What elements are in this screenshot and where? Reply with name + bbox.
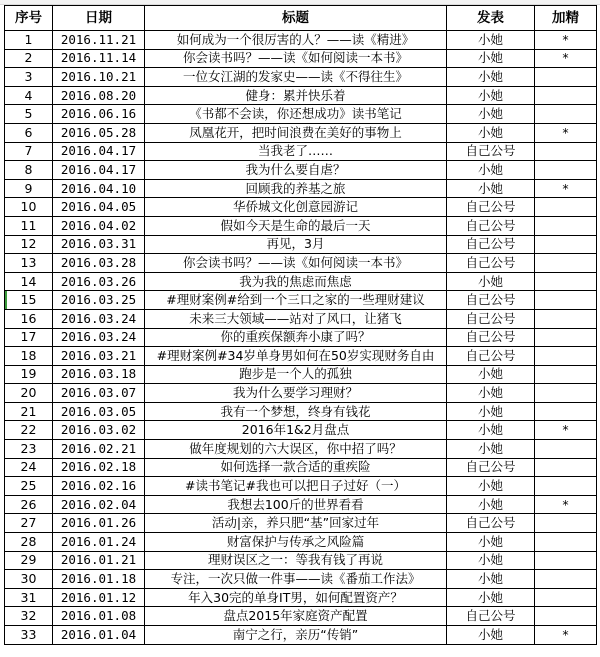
- row-title-cell[interactable]: 南宁之行，亲历“传销”: [145, 626, 447, 645]
- row-num-cell[interactable]: 23: [5, 440, 53, 459]
- row-num-cell[interactable]: 20: [5, 384, 53, 403]
- table-row[interactable]: [5, 477, 597, 496]
- row-source-cell[interactable]: 自己公号: [447, 291, 535, 310]
- row-source-cell[interactable]: 小她: [447, 365, 535, 384]
- row-num-cell[interactable]: 29: [5, 551, 53, 570]
- row-source-cell[interactable]: 自己公号: [447, 309, 535, 328]
- row-title-cell[interactable]: 你会读书吗？——读《如何阅读一本书》: [145, 254, 447, 273]
- table-row[interactable]: [5, 440, 597, 459]
- row-date-cell[interactable]: 2016.01.21: [53, 551, 145, 570]
- row-date-cell[interactable]: 2016.03.21: [53, 347, 145, 366]
- row-source-cell[interactable]: 自己公号: [447, 235, 535, 254]
- table-row[interactable]: [5, 254, 597, 273]
- row-title-cell[interactable]: 你的重疾保额奔小康了吗？: [145, 328, 447, 347]
- row-date-cell[interactable]: 2016.04.02: [53, 216, 145, 235]
- row-num-cell[interactable]: 26: [5, 495, 53, 514]
- table-row[interactable]: [5, 421, 597, 440]
- table-row[interactable]: [5, 291, 597, 310]
- row-title-cell[interactable]: 财富保护与传承之风险篇: [145, 533, 447, 552]
- row-date-cell[interactable]: 2016.01.12: [53, 588, 145, 607]
- row-mark-cell[interactable]: [535, 272, 597, 291]
- row-num-cell[interactable]: 11: [5, 216, 53, 235]
- row-title-cell[interactable]: 我有一个梦想，终身有钱花: [145, 402, 447, 421]
- table-row[interactable]: [5, 198, 597, 217]
- row-num-cell[interactable]: 1: [5, 31, 53, 50]
- row-title-cell[interactable]: 当我老了……: [145, 142, 447, 161]
- row-source-cell[interactable]: 小她: [447, 626, 535, 645]
- row-source-cell[interactable]: 自己公号: [447, 198, 535, 217]
- row-title-cell[interactable]: 假如今天是生命的最后一天: [145, 216, 447, 235]
- table-row[interactable]: [5, 235, 597, 254]
- row-source-cell[interactable]: 小她: [447, 551, 535, 570]
- row-source-cell[interactable]: 小她: [447, 440, 535, 459]
- row-mark-cell[interactable]: [535, 347, 597, 366]
- row-mark-cell[interactable]: *: [535, 495, 597, 514]
- row-source-cell[interactable]: 小她: [447, 495, 535, 514]
- row-date-cell[interactable]: 2016.03.02: [53, 421, 145, 440]
- row-source-cell[interactable]: 自己公号: [447, 347, 535, 366]
- row-date-cell[interactable]: 2016.03.24: [53, 309, 145, 328]
- row-date-cell[interactable]: 2016.03.26: [53, 272, 145, 291]
- header-num[interactable]: 序号: [5, 6, 53, 31]
- row-num-cell[interactable]: 24: [5, 458, 53, 477]
- row-title-cell[interactable]: #理财案例#给到一个三口之家的一些理财建议: [145, 291, 447, 310]
- row-source-cell[interactable]: 小她: [447, 533, 535, 552]
- row-date-cell[interactable]: 2016.04.10: [53, 179, 145, 198]
- row-source-cell[interactable]: 自己公号: [447, 254, 535, 273]
- row-mark-cell[interactable]: [535, 328, 597, 347]
- row-title-cell[interactable]: 回顾我的养基之旅: [145, 179, 447, 198]
- row-mark-cell[interactable]: [535, 477, 597, 496]
- row-source-cell[interactable]: 自己公号: [447, 607, 535, 626]
- row-source-cell[interactable]: 小她: [447, 384, 535, 403]
- selection-marker: [5, 291, 7, 309]
- row-num-cell[interactable]: 21: [5, 402, 53, 421]
- row-mark-cell[interactable]: [535, 570, 597, 589]
- row-num-cell[interactable]: 28: [5, 533, 53, 552]
- row-title-cell[interactable]: 你会读书吗？——读《如何阅读一本书》: [145, 49, 447, 68]
- row-num-cell[interactable]: 4: [5, 86, 53, 105]
- table-row[interactable]: [5, 272, 597, 291]
- row-date-cell[interactable]: 2016.03.05: [53, 402, 145, 421]
- row-num-cell[interactable]: 22: [5, 421, 53, 440]
- row-num-cell[interactable]: 30: [5, 570, 53, 589]
- table-row[interactable]: [5, 49, 597, 68]
- row-date-cell[interactable]: 2016.01.24: [53, 533, 145, 552]
- row-date-cell[interactable]: 2016.02.18: [53, 458, 145, 477]
- row-date-cell[interactable]: 2016.08.20: [53, 86, 145, 105]
- table-row[interactable]: [5, 551, 597, 570]
- header-date[interactable]: 日期: [53, 6, 145, 31]
- row-num-cell[interactable]: 31: [5, 588, 53, 607]
- row-num-cell[interactable]: 2: [5, 49, 53, 68]
- row-title-cell[interactable]: 凤凰花开，把时间浪费在美好的事物上: [145, 123, 447, 142]
- table-row[interactable]: [5, 142, 597, 161]
- row-num-cell[interactable]: 13: [5, 254, 53, 273]
- row-mark-cell[interactable]: [535, 309, 597, 328]
- row-date-cell[interactable]: 2016.04.05: [53, 198, 145, 217]
- row-mark-cell[interactable]: [535, 216, 597, 235]
- row-mark-cell[interactable]: *: [535, 123, 597, 142]
- row-title-cell[interactable]: 《书都不会读，你还想成功》读书笔记: [145, 105, 447, 124]
- row-date-cell[interactable]: 2016.02.21: [53, 440, 145, 459]
- table-row[interactable]: [5, 105, 597, 124]
- row-mark-cell[interactable]: [535, 68, 597, 87]
- row-num-cell[interactable]: 10: [5, 198, 53, 217]
- row-source-cell[interactable]: 小她: [447, 68, 535, 87]
- row-source-cell[interactable]: 自己公号: [447, 216, 535, 235]
- row-num-cell[interactable]: 18: [5, 347, 53, 366]
- row-date-cell[interactable]: 2016.05.28: [53, 123, 145, 142]
- row-title-cell[interactable]: 未来三大领域——站对了风口，让猪飞: [145, 309, 447, 328]
- table-row[interactable]: [5, 402, 597, 421]
- row-title-cell[interactable]: 盘点2015年家庭资产配置: [145, 607, 447, 626]
- row-mark-cell[interactable]: *: [535, 626, 597, 645]
- row-title-cell[interactable]: 再见，3月: [145, 235, 447, 254]
- row-mark-cell[interactable]: [535, 291, 597, 310]
- header-mark[interactable]: 加精: [535, 6, 597, 31]
- row-title-cell[interactable]: 如何成为一个很厉害的人？——读《精进》: [145, 31, 447, 50]
- table-row[interactable]: [5, 570, 597, 589]
- header-title[interactable]: 标题: [145, 6, 447, 31]
- row-num-cell[interactable]: 16: [5, 309, 53, 328]
- row-source-cell[interactable]: 小她: [447, 49, 535, 68]
- article-table: [4, 5, 597, 645]
- row-mark-cell[interactable]: [535, 142, 597, 161]
- table-row[interactable]: [5, 365, 597, 384]
- row-mark-cell[interactable]: [535, 365, 597, 384]
- table-row[interactable]: [5, 626, 597, 645]
- row-mark-cell[interactable]: [535, 402, 597, 421]
- row-num-cell[interactable]: 33: [5, 626, 53, 645]
- row-mark-cell[interactable]: *: [535, 421, 597, 440]
- table-row[interactable]: [5, 607, 597, 626]
- row-title-cell[interactable]: #读书笔记#我也可以把日子过好（一）: [145, 477, 447, 496]
- row-source-cell[interactable]: 小她: [447, 105, 535, 124]
- row-num-cell[interactable]: 12: [5, 235, 53, 254]
- row-num-cell[interactable]: 8: [5, 161, 53, 180]
- table-row[interactable]: [5, 347, 597, 366]
- row-title-cell[interactable]: 我想去100斤的世界看看: [145, 495, 447, 514]
- row-date-cell[interactable]: 2016.03.24: [53, 328, 145, 347]
- row-source-cell[interactable]: 小她: [447, 123, 535, 142]
- row-num-cell[interactable]: 6: [5, 123, 53, 142]
- row-num-cell[interactable]: 19: [5, 365, 53, 384]
- row-mark-cell[interactable]: [535, 440, 597, 459]
- row-date-cell[interactable]: 2016.04.17: [53, 161, 145, 180]
- row-source-cell[interactable]: 小她: [447, 272, 535, 291]
- row-num-cell[interactable]: 27: [5, 514, 53, 533]
- row-source-cell[interactable]: 小她: [447, 179, 535, 198]
- table-row[interactable]: [5, 384, 597, 403]
- row-title-cell[interactable]: 健身：累并快乐着: [145, 86, 447, 105]
- row-mark-cell[interactable]: [535, 458, 597, 477]
- row-mark-cell[interactable]: *: [535, 31, 597, 50]
- row-source-cell[interactable]: 小她: [447, 31, 535, 50]
- row-date-cell[interactable]: 2016.02.16: [53, 477, 145, 496]
- row-date-cell[interactable]: 2016.03.28: [53, 254, 145, 273]
- row-source-cell[interactable]: 小她: [447, 421, 535, 440]
- row-source-cell[interactable]: 自己公号: [447, 328, 535, 347]
- table-row[interactable]: [5, 31, 597, 50]
- table-row[interactable]: [5, 216, 597, 235]
- table-row[interactable]: [5, 514, 597, 533]
- row-source-cell[interactable]: 小她: [447, 570, 535, 589]
- row-title-cell[interactable]: 如何选择一款合适的重疾险: [145, 458, 447, 477]
- row-date-cell[interactable]: 2016.03.31: [53, 235, 145, 254]
- table-row[interactable]: [5, 495, 597, 514]
- row-mark-cell[interactable]: [535, 607, 597, 626]
- row-mark-cell[interactable]: [535, 551, 597, 570]
- row-source-cell[interactable]: 自己公号: [447, 458, 535, 477]
- row-num-cell[interactable]: 15: [5, 291, 53, 310]
- row-mark-cell[interactable]: [535, 198, 597, 217]
- row-title-cell[interactable]: 一位女江湖的发家史——读《不得往生》: [145, 68, 447, 87]
- table-row[interactable]: [5, 123, 597, 142]
- row-title-cell[interactable]: 我为什么要自虐？: [145, 161, 447, 180]
- row-date-cell[interactable]: 2016.06.16: [53, 105, 145, 124]
- header-row: [5, 6, 597, 31]
- row-title-cell[interactable]: 年入30完的单身IT男，如何配置资产？: [145, 588, 447, 607]
- table-row[interactable]: [5, 68, 597, 87]
- table-row[interactable]: [5, 533, 597, 552]
- row-source-cell[interactable]: 小她: [447, 402, 535, 421]
- row-date-cell[interactable]: 2016.11.14: [53, 49, 145, 68]
- row-source-cell[interactable]: 小她: [447, 588, 535, 607]
- row-num-cell[interactable]: 5: [5, 105, 53, 124]
- row-mark-cell[interactable]: [535, 86, 597, 105]
- row-mark-cell[interactable]: [535, 588, 597, 607]
- row-mark-cell[interactable]: [535, 514, 597, 533]
- row-date-cell[interactable]: 2016.01.26: [53, 514, 145, 533]
- row-title-cell[interactable]: #理财案例#34岁单身男如何在50岁实现财务自由: [145, 347, 447, 366]
- row-source-cell[interactable]: 小她: [447, 161, 535, 180]
- row-date-cell[interactable]: 2016.03.25: [53, 291, 145, 310]
- table-row[interactable]: [5, 458, 597, 477]
- row-num-cell[interactable]: 32: [5, 607, 53, 626]
- row-title-cell[interactable]: 我为什么要学习理财？: [145, 384, 447, 403]
- row-mark-cell[interactable]: [535, 254, 597, 273]
- table-row[interactable]: [5, 161, 597, 180]
- table-row[interactable]: [5, 588, 597, 607]
- row-date-cell[interactable]: 2016.11.21: [53, 31, 145, 50]
- table-body: [5, 31, 597, 645]
- table-row[interactable]: [5, 179, 597, 198]
- row-source-cell[interactable]: 小她: [447, 86, 535, 105]
- row-num-cell[interactable]: 7: [5, 142, 53, 161]
- header-source[interactable]: 发表: [447, 6, 535, 31]
- row-date-cell[interactable]: 2016.01.04: [53, 626, 145, 645]
- row-mark-cell[interactable]: [535, 235, 597, 254]
- row-title-cell[interactable]: 我为我的焦虑而焦虑: [145, 272, 447, 291]
- table-row[interactable]: [5, 328, 597, 347]
- row-num-cell[interactable]: 9: [5, 179, 53, 198]
- row-title-cell[interactable]: 理财误区之一：等我有钱了再说: [145, 551, 447, 570]
- row-mark-cell[interactable]: *: [535, 179, 597, 198]
- row-title-cell[interactable]: 做年度规划的六大误区，你中招了吗？: [145, 440, 447, 459]
- row-date-cell[interactable]: 2016.04.17: [53, 142, 145, 161]
- row-num-cell[interactable]: 25: [5, 477, 53, 496]
- row-date-cell[interactable]: 2016.02.04: [53, 495, 145, 514]
- row-mark-cell[interactable]: [535, 533, 597, 552]
- row-title-cell[interactable]: 活动|亲，养只肥“基”回家过年: [145, 514, 447, 533]
- row-date-cell[interactable]: 2016.03.18: [53, 365, 145, 384]
- row-num-cell[interactable]: 3: [5, 68, 53, 87]
- row-mark-cell[interactable]: *: [535, 49, 597, 68]
- row-title-cell[interactable]: 华侨城文化创意园游记: [145, 198, 447, 217]
- table-row[interactable]: [5, 309, 597, 328]
- table-row[interactable]: [5, 86, 597, 105]
- row-source-cell[interactable]: 小她: [447, 477, 535, 496]
- row-num-cell[interactable]: 17: [5, 328, 53, 347]
- row-title-cell[interactable]: 专注，一次只做一件事——读《番茄工作法》: [145, 570, 447, 589]
- row-mark-cell[interactable]: [535, 384, 597, 403]
- row-date-cell[interactable]: 2016.03.07: [53, 384, 145, 403]
- row-title-cell[interactable]: 跑步是一个人的孤独: [145, 365, 447, 384]
- row-source-cell[interactable]: 自己公号: [447, 142, 535, 161]
- row-num-cell[interactable]: 14: [5, 272, 53, 291]
- row-date-cell[interactable]: 2016.01.08: [53, 607, 145, 626]
- row-mark-cell[interactable]: [535, 161, 597, 180]
- row-date-cell[interactable]: 2016.01.18: [53, 570, 145, 589]
- row-mark-cell[interactable]: [535, 105, 597, 124]
- row-date-cell[interactable]: 2016.10.21: [53, 68, 145, 87]
- row-source-cell[interactable]: 自己公号: [447, 514, 535, 533]
- row-title-cell[interactable]: 2016年1&2月盘点: [145, 421, 447, 440]
